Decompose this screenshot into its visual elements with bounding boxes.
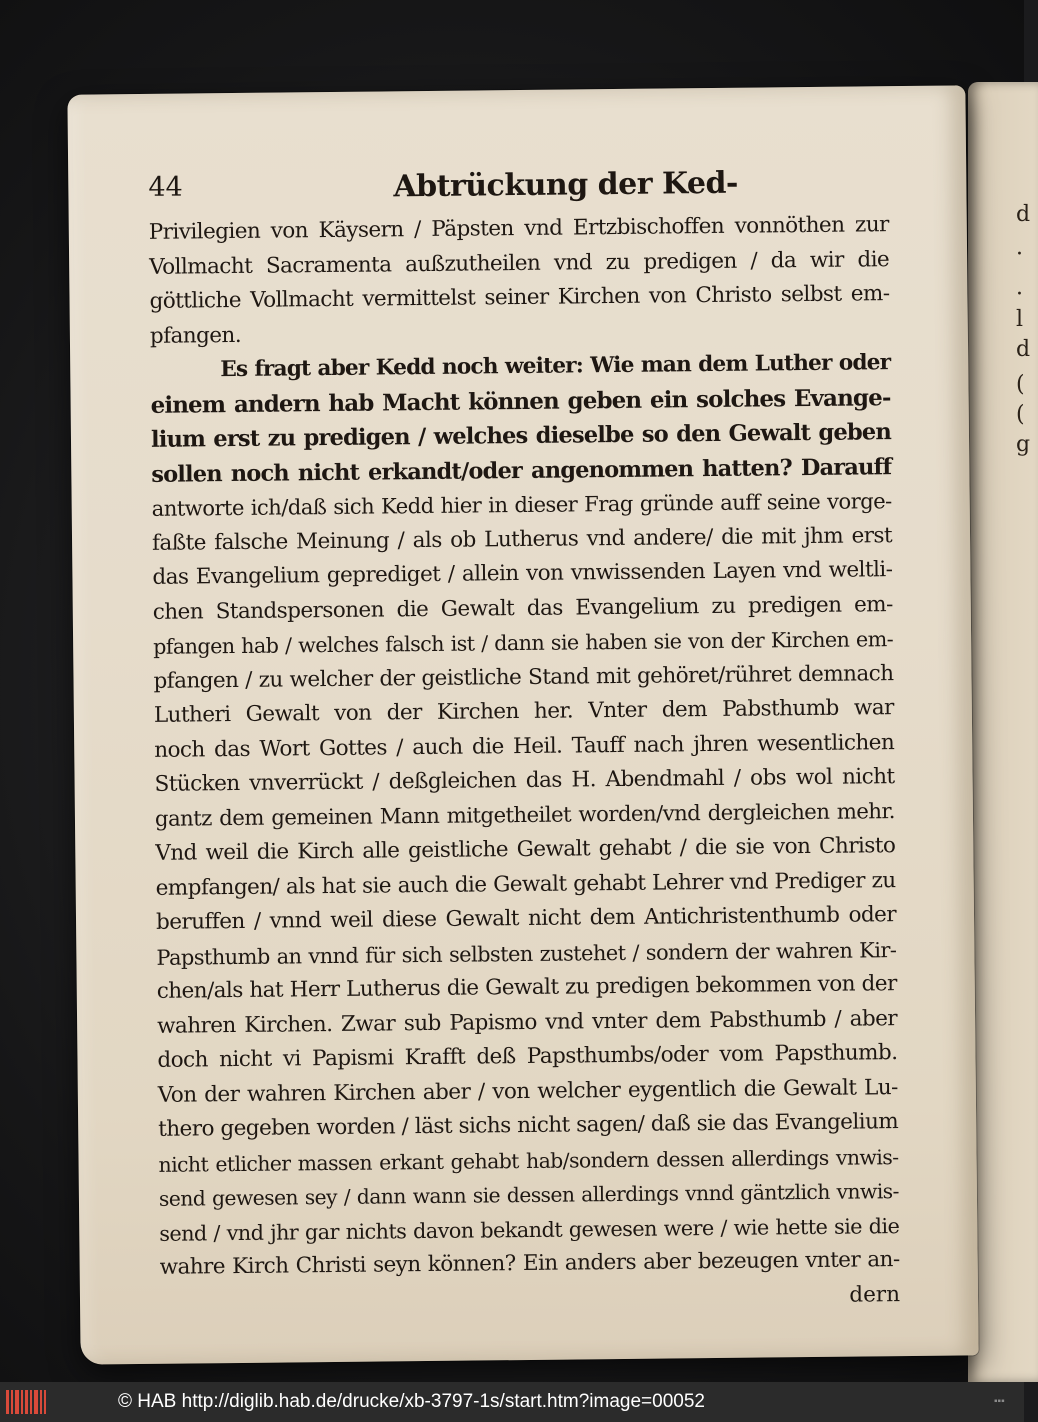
text-line: empfangen/ als hat sie auch die Gewalt gehabt Lehrer vnd Prediger zu (155, 867, 896, 901)
document-page (67, 85, 978, 1364)
text-line: Vollmacht Sacramenta außzutheilen vnd zu predigen / da wir die (149, 246, 890, 280)
text-line: Papsthumb an vnnd für sich selbsten zustehet / sondern der wahren Kir- (156, 937, 897, 970)
text-line: doch nicht vi Papismi Krafft deß Papsthumbs/oder vom Papsthumb. (157, 1040, 898, 1073)
text-line: das Evangelium geprediget / allein von vnwissenden Layen vnd weltli- (152, 557, 893, 590)
text-line: chen Standspersonen die Gewalt das Evangelium zu predigen em- (152, 591, 893, 625)
text-line: Privilegien von Käysern / Päpsten vnd Ertzbischoffen vonnöthen zur (148, 212, 889, 245)
running-head (148, 164, 888, 214)
text-line: nicht etlicher massen erkant gehabt hab/sondern dessen allerdings vnwis- (158, 1144, 899, 1177)
barcode-icon (6, 1390, 46, 1414)
catchword: dern (849, 1281, 901, 1308)
body-text (149, 208, 901, 1320)
text-line: lium erst zu predigen / welches dieselbe so den Gewalt geben (150, 419, 892, 453)
text-line: Es fragt aber Kedd noch weiter: Wie man dem Luther oder (220, 350, 891, 383)
next-page-glyph: d (1016, 202, 1031, 227)
text-line: thero gegeben worden / läst sichs nicht sagen/ daß sie das Evangelium (158, 1109, 899, 1142)
next-page-glyph: ( (1016, 372, 1025, 397)
next-page-glyph: g (1016, 432, 1031, 457)
text-line: antworte ich/daß sich Kedd hier in dieser Frag gründe auff seine vorge- (151, 488, 892, 521)
text-line: send / vnd jhr gar nichts davon bekandt gewesen were / wie hette sie die (159, 1213, 900, 1246)
corner-mark: ▪▪▪ (994, 1396, 1005, 1407)
next-page-edge (968, 82, 1038, 1382)
text-line: göttliche Vollmacht vermittelst seiner Kirchen von Christo selbst em- (149, 281, 890, 314)
next-page-glyph: d (1016, 337, 1031, 362)
text-line: noch das Wort Gottes / auch die Heil. Tauff nach jhren wesentlichen (154, 729, 895, 763)
text-line: einem andern hab Macht können geben ein solches Evange- (150, 384, 891, 419)
next-page-glyph: ( (1016, 402, 1025, 427)
copyright-link[interactable]: © HAB http://diglib.hab.de/drucke/xb-3797-1s/start.htm?image=00052 (118, 1391, 705, 1412)
text-line: Von der wahren Kirchen aber / von welcher eygentlich die Gewalt Lu- (157, 1074, 898, 1108)
text-line: pfangen / zu welcher der geistliche Stand mit gehöret/rühret demnach (153, 660, 894, 694)
page-text-area (148, 164, 900, 1320)
text-line: sollen noch nicht erkandt/oder angenommen hatten? Darauff (151, 453, 892, 488)
text-line: gantz dem gemeinen Mann mitgetheilet worden/vnd dergleichen mehr. (154, 798, 896, 832)
text-line: send gewesen sey / dann wann sie dessen allerdings vnnd gäntzlich vnwis- (158, 1179, 900, 1211)
footer-bar (0, 1382, 1024, 1422)
next-page-glyph: · (1016, 282, 1023, 307)
text-line: wahren Kirchen. Zwar sub Papismo vnd vnter dem Pabsthumb / aber (156, 1005, 898, 1039)
text-line: Lutheri Gewalt von der Kirchen her. Vnter dem Pabsthumb war (153, 695, 894, 728)
next-page-glyph: · (1016, 242, 1023, 267)
text-line: wahre Kirch Christi seyn können? Ein anders aber bezeugen vnter an- (159, 1247, 900, 1280)
text-line: chen/als hat Herr Lutherus die Gewalt zu predigen bekommen von der (156, 971, 897, 1004)
text-line: pfangen. (149, 322, 242, 349)
text-line: Vnd weil die Kirch alle geistliche Gewalt gehabt / die sie von Christo (155, 833, 896, 866)
running-title: Abtrückung der Ked- (393, 165, 739, 205)
text-line: Stücken vnverrückt / deßgleichen das H. Abendmahl / obs wol nicht (154, 764, 895, 797)
next-page-glyph: l (1016, 307, 1024, 332)
text-line: pfangen hab / welches falsch ist / dann sie haben sie von der Kirchen em- (153, 627, 894, 659)
page-number: 44 (148, 171, 183, 203)
text-line: faßte falsche Meinung / als ob Lutherus vnd andere/ die mit jhm erst (151, 522, 893, 556)
text-line: beruffen / vnnd weil diese Gewalt nicht dem Antichristenthumb oder (155, 902, 897, 935)
